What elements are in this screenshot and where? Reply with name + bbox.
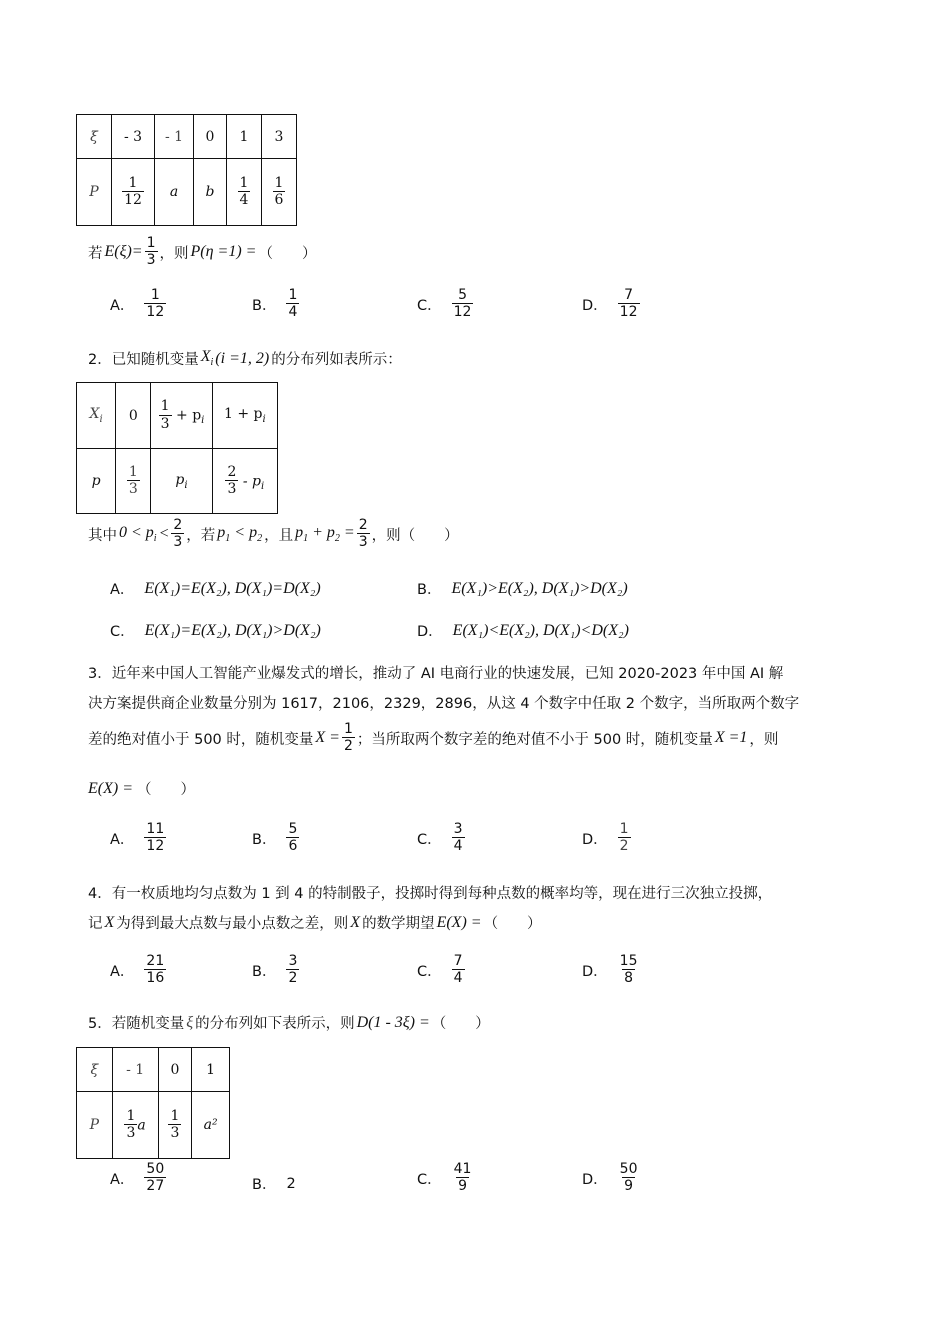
q2-option-c[interactable]: C． E(X₁)=E(X₂), D(X₁)>D(X₂) (110, 621, 321, 640)
q1-prob-cell: b (194, 159, 227, 226)
q2-header-value: $\frac{1}{3}$ + $p_i$ (151, 383, 212, 449)
q4-stem-line1: 4．有一枚质地均匀点数为 1 到 4 的特制骰子，投掷时得到每种点数的概率均等，现在进行三次独立投掷， (88, 886, 773, 902)
q1-row-label: P (77, 159, 112, 226)
q5-distribution-table (76, 1047, 230, 1159)
q2-distribution-table (76, 382, 278, 514)
q2-row-label: p (77, 449, 116, 514)
q2-prob-cell: $\frac{2}{3}$ - $p_i$ (212, 449, 277, 514)
q1-distribution-table (76, 114, 297, 226)
q2-condition: 其中 $0 < p_i$ < $\frac{2}{3}$ ，若 $p_1 < p_2$ ，且 $p_1 + p_2$ = $\frac{2}{3}$ ，则（ ） (88, 517, 459, 551)
q5-header-value: - 1 (112, 1048, 158, 1092)
q2-stem: 2．已知随机变量 $X_i$ (i =1, 2) 的分布列如表所示： (88, 348, 402, 369)
q1-option-c[interactable]: C． $\frac{5}{12}$ (417, 287, 472, 321)
q1-header-value: 3 (262, 115, 297, 159)
q5-prob-cell: a² (192, 1092, 230, 1159)
q4-option-d[interactable]: D． $\frac{15}{8}$ (582, 953, 638, 987)
q3-option-c[interactable]: C． $\frac{3}{4}$ (417, 821, 463, 855)
q5-option-b[interactable]: B． 2 (252, 1175, 296, 1193)
q1-prob-cell: $\frac{1}{12}$ (112, 159, 155, 226)
q3-stem-line1: 3．近年来中国人工智能产业爆发式的增长，推动了 AI 电商行业的快速发展，已知 2020-2023 年中国 AI 解 (88, 666, 784, 682)
q1-header-value: 1 (227, 115, 262, 159)
q2-prob-cell: $p_i$ (151, 449, 212, 514)
q2-prob-cell: $\frac{1}{3}$ (116, 449, 151, 514)
q2-header-value: $1 + p_i$ (212, 383, 277, 449)
q3-option-b[interactable]: B． $\frac{5}{6}$ (252, 821, 298, 855)
q1-header-value: - 3 (112, 115, 155, 159)
q1-header-value: - 1 (155, 115, 194, 159)
q5-header-value: 1 (192, 1048, 230, 1092)
q3-stem-line2: 决方案提供商企业数量分别为 1617，2106，2329，2896，从这 4 个数字中任取 2 个数字，当所取两个数字 (88, 696, 800, 712)
q2-option-b[interactable]: B． E(X₁)>E(X₂), D(X₁)>D(X₂) (417, 579, 628, 598)
q5-row-label: P (77, 1092, 113, 1159)
q1-prob-cell: $\frac{1}{6}$ (262, 159, 297, 226)
q1-header-xi: ξ (77, 115, 112, 159)
q3-option-a[interactable]: A． $\frac{11}{12}$ (110, 821, 165, 855)
q2-option-d[interactable]: D． E(X₁)<E(X₂), D(X₁)<D(X₂) (417, 621, 629, 640)
q2-header-value: 0 (116, 383, 151, 449)
q2-option-a[interactable]: A． E(X₁)=E(X₂), D(X₁)=D(X₂) (110, 579, 321, 598)
q4-option-a[interactable]: A． $\frac{21}{16}$ (110, 953, 165, 987)
q5-stem: 5．若随机变量 ξ 的分布列如下表所示，则 D(1 - 3ξ) = （ ） (88, 1013, 490, 1032)
q5-prob-cell: $\frac{1}{3}$ (158, 1092, 192, 1159)
q4-option-c[interactable]: C． $\frac{7}{4}$ (417, 953, 463, 987)
q1-header-value: 0 (194, 115, 227, 159)
q5-option-a[interactable]: A． $\frac{50}{27}$ (110, 1161, 165, 1195)
q1-condition: 若 E(ξ)= $\frac{1}{3}$ ，则 P(η =1) = （ ） (88, 235, 317, 269)
q3-stem-line3: 差的绝对值小于 500 时，随机变量 X = $\frac{1}{2}$ ；当所取两个数字差的绝对值不小于 500 时，随机变量 X =1 ，则 (88, 721, 779, 755)
q5-header-xi: ξ (77, 1048, 113, 1092)
q4-option-b[interactable]: B． $\frac{3}{2}$ (252, 953, 298, 987)
q4-stem-line2: 记 X 为得到最大点数与最小点数之差，则 X 的数学期望 E(X) = （ ） (88, 913, 542, 932)
q3-option-d[interactable]: D． $\frac{1}{2}$ (582, 821, 629, 855)
q3-stem-line4: E(X) = （ ） (88, 779, 195, 798)
q5-prob-cell: $\frac{1}{3}$ a (112, 1092, 158, 1159)
q5-option-d[interactable]: D． $\frac{50}{9}$ (582, 1161, 638, 1195)
q1-option-d[interactable]: D． $\frac{7}{12}$ (582, 287, 638, 321)
q1-prob-cell: $\frac{1}{4}$ (227, 159, 262, 226)
q1-option-a[interactable]: A． $\frac{1}{12}$ (110, 287, 165, 321)
q2-header-label: $X_i$ (77, 383, 116, 449)
q5-option-c[interactable]: C． $\frac{41}{9}$ (417, 1161, 472, 1195)
q5-header-value: 0 (158, 1048, 192, 1092)
q1-prob-cell: a (155, 159, 194, 226)
q1-option-b[interactable]: B． $\frac{1}{4}$ (252, 287, 298, 321)
